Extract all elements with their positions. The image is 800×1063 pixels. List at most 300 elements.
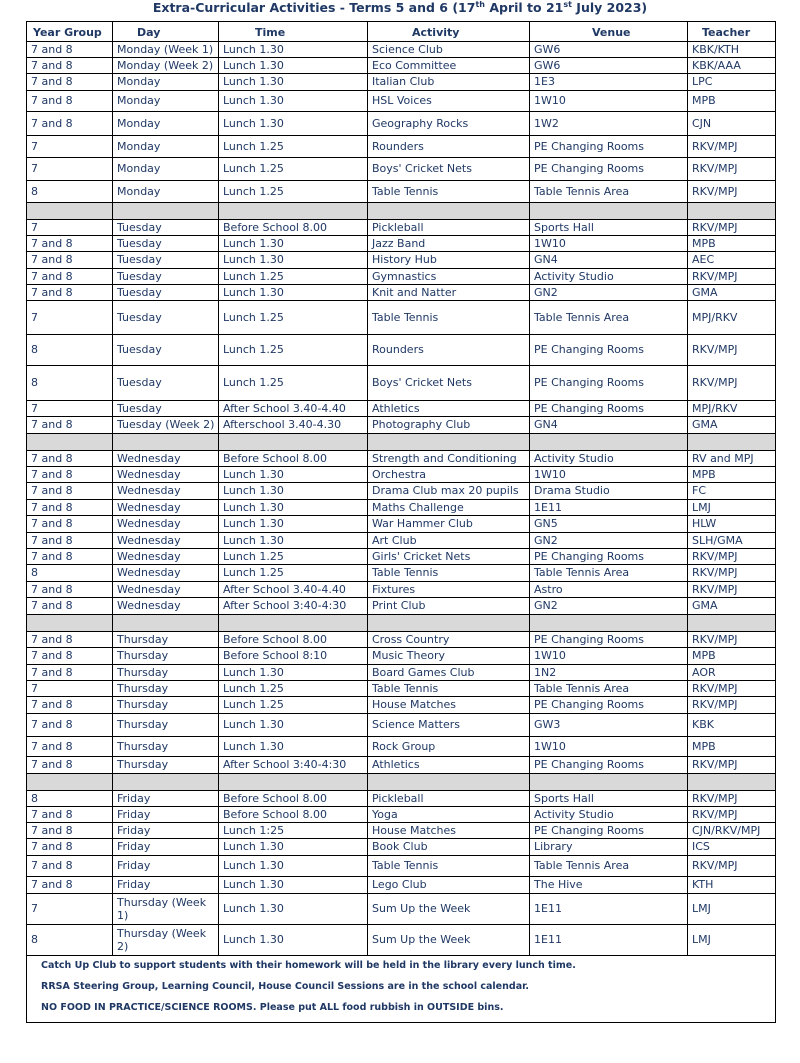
cell-time: Before School 8.00 <box>219 451 368 467</box>
cell-venue: Sports Hall <box>530 220 688 236</box>
cell-teacher: RV and MPJ <box>688 451 776 467</box>
cell-venue: Drama Studio <box>530 483 688 500</box>
cell-venue: GN2 <box>530 285 688 301</box>
cell-time: Afterschool 3.40-4.30 <box>219 417 368 434</box>
column-header-day: Day <box>113 22 219 42</box>
cell-activity: Pickleball <box>368 791 530 807</box>
cell-time: Lunch 1.30 <box>219 533 368 549</box>
cell-time: Lunch 1.30 <box>219 91 368 112</box>
cell-teacher: FC <box>688 483 776 500</box>
cell-time: Lunch 1.30 <box>219 74 368 91</box>
cell-day: Friday <box>113 807 219 823</box>
separator-cell <box>368 434 530 451</box>
cell-day: Wednesday <box>113 565 219 582</box>
table-header-row <box>27 22 776 42</box>
cell-time: Lunch 1.30 <box>219 42 368 58</box>
table-row <box>27 335 776 366</box>
cell-year-group: 8 <box>27 181 113 203</box>
cell-activity: Fixtures <box>368 582 530 598</box>
cell-year-group: 7 and 8 <box>27 58 113 74</box>
cell-activity: Book Club <box>368 839 530 856</box>
table-row <box>27 500 776 516</box>
cell-day: Thursday <box>113 648 219 665</box>
cell-activity: Eco Committee <box>368 58 530 74</box>
cell-venue: 1E11 <box>530 925 688 956</box>
cell-year-group: 7 <box>27 136 113 158</box>
table-row <box>27 737 776 757</box>
cell-teacher: RKV/MPJ <box>688 632 776 648</box>
table-body <box>27 42 776 1023</box>
cell-year-group: 7 and 8 <box>27 714 113 737</box>
cell-activity: Gymnastics <box>368 269 530 285</box>
cell-day: Tuesday <box>113 236 219 252</box>
separator-cell <box>219 203 368 220</box>
cell-time: After School 3:40-4:30 <box>219 598 368 615</box>
cell-day: Thursday <box>113 737 219 757</box>
cell-teacher: KBK <box>688 714 776 737</box>
cell-activity: Jazz Band <box>368 236 530 252</box>
cell-year-group: 8 <box>27 791 113 807</box>
table-row <box>27 417 776 434</box>
separator-row <box>27 774 776 791</box>
cell-time: Lunch 1.30 <box>219 252 368 269</box>
table-row <box>27 549 776 565</box>
cell-activity: Lego Club <box>368 877 530 894</box>
cell-activity: Photography Club <box>368 417 530 434</box>
cell-teacher: RKV/MPJ <box>688 582 776 598</box>
cell-time: Lunch 1.30 <box>219 665 368 681</box>
separator-cell <box>530 615 688 632</box>
table-row <box>27 401 776 417</box>
table-row <box>27 58 776 74</box>
cell-time: Before School 8.00 <box>219 807 368 823</box>
separator-cell <box>368 774 530 791</box>
cell-day: Tuesday <box>113 252 219 269</box>
cell-venue: 1W10 <box>530 467 688 483</box>
cell-time: Lunch 1.30 <box>219 58 368 74</box>
cell-venue: 1E11 <box>530 500 688 516</box>
notes-cell <box>27 956 776 1023</box>
cell-venue: GN5 <box>530 516 688 533</box>
cell-venue: 1W10 <box>530 737 688 757</box>
cell-teacher: SLH/GMA <box>688 533 776 549</box>
cell-day: Friday <box>113 856 219 877</box>
cell-teacher: RKV/MPJ <box>688 565 776 582</box>
separator-cell <box>530 434 688 451</box>
cell-venue: Sports Hall <box>530 791 688 807</box>
cell-day: Monday <box>113 136 219 158</box>
cell-day: Tuesday <box>113 285 219 301</box>
cell-venue: PE Changing Rooms <box>530 401 688 417</box>
cell-day: Wednesday <box>113 451 219 467</box>
table-row <box>27 285 776 301</box>
table-row <box>27 136 776 158</box>
cell-teacher: AOR <box>688 665 776 681</box>
separator-cell <box>113 434 219 451</box>
cell-year-group: 7 <box>27 681 113 697</box>
cell-day: Tuesday <box>113 220 219 236</box>
table-row <box>27 483 776 500</box>
cell-teacher: MPB <box>688 91 776 112</box>
cell-teacher: LMJ <box>688 925 776 956</box>
separator-cell <box>27 203 113 220</box>
cell-time: Lunch 1.30 <box>219 112 368 136</box>
cell-year-group: 7 and 8 <box>27 632 113 648</box>
cell-teacher: MPB <box>688 236 776 252</box>
cell-venue: PE Changing Rooms <box>530 549 688 565</box>
cell-day: Monday (Week 2) <box>113 58 219 74</box>
cell-venue: PE Changing Rooms <box>530 757 688 774</box>
separator-cell <box>219 774 368 791</box>
table-row <box>27 533 776 549</box>
cell-year-group: 7 and 8 <box>27 582 113 598</box>
table-row <box>27 714 776 737</box>
table-row <box>27 757 776 774</box>
cell-time: Lunch 1.30 <box>219 856 368 877</box>
cell-time: Lunch 1.30 <box>219 516 368 533</box>
cell-teacher: RKV/MPJ <box>688 136 776 158</box>
cell-venue: PE Changing Rooms <box>530 823 688 839</box>
separator-cell <box>688 203 776 220</box>
cell-year-group: 7 and 8 <box>27 236 113 252</box>
note-line: RRSA Steering Group, Learning Council, House Council Sessions are in the school calendar. <box>41 981 530 992</box>
cell-day: Friday <box>113 877 219 894</box>
cell-time: Before School 8.00 <box>219 791 368 807</box>
table-row <box>27 598 776 615</box>
cell-year-group: 8 <box>27 925 113 956</box>
separator-row <box>27 203 776 220</box>
cell-activity: Italian Club <box>368 74 530 91</box>
cell-day: Thursday (Week 1) <box>113 894 219 925</box>
cell-activity: Athletics <box>368 401 530 417</box>
note-line: NO FOOD IN PRACTICE/SCIENCE ROOMS. Please put ALL food rubbish in OUTSIDE bins. <box>41 1002 504 1013</box>
cell-day: Tuesday <box>113 269 219 285</box>
cell-venue: GN4 <box>530 252 688 269</box>
note-line: Catch Up Club to support students with their homework will be held in the library every lunch time. <box>41 960 576 971</box>
separator-cell <box>27 774 113 791</box>
cell-time: Lunch 1.30 <box>219 285 368 301</box>
cell-year-group: 7 and 8 <box>27 483 113 500</box>
cell-day: Wednesday <box>113 467 219 483</box>
separator-cell <box>368 203 530 220</box>
table-row <box>27 366 776 401</box>
cell-teacher: MPB <box>688 648 776 665</box>
cell-year-group: 7 and 8 <box>27 451 113 467</box>
cell-activity: History Hub <box>368 252 530 269</box>
cell-activity: Table Tennis <box>368 181 530 203</box>
cell-teacher: ICS <box>688 839 776 856</box>
cell-venue: Table Tennis Area <box>530 681 688 697</box>
cell-venue: GN2 <box>530 598 688 615</box>
cell-year-group: 7 and 8 <box>27 665 113 681</box>
cell-year-group: 8 <box>27 565 113 582</box>
cell-year-group: 7 <box>27 220 113 236</box>
table-row <box>27 791 776 807</box>
cell-day: Thursday <box>113 714 219 737</box>
cell-activity: Maths Challenge <box>368 500 530 516</box>
cell-day: Tuesday <box>113 335 219 366</box>
cell-venue: 1E3 <box>530 74 688 91</box>
cell-activity: Boys' Cricket Nets <box>368 158 530 181</box>
table-row <box>27 181 776 203</box>
table-row <box>27 894 776 925</box>
cell-teacher: MPB <box>688 737 776 757</box>
cell-venue: The Hive <box>530 877 688 894</box>
cell-year-group: 7 and 8 <box>27 285 113 301</box>
column-header-year-group: Year Group <box>27 22 113 42</box>
cell-year-group: 8 <box>27 366 113 401</box>
cell-year-group: 7 and 8 <box>27 648 113 665</box>
separator-cell <box>113 203 219 220</box>
cell-teacher: RKV/MPJ <box>688 366 776 401</box>
cell-activity: Science Club <box>368 42 530 58</box>
cell-teacher: GMA <box>688 285 776 301</box>
cell-day: Friday <box>113 791 219 807</box>
cell-activity: Geography Rocks <box>368 112 530 136</box>
cell-year-group: 7 and 8 <box>27 91 113 112</box>
cell-venue: Table Tennis Area <box>530 856 688 877</box>
cell-day: Thursday <box>113 757 219 774</box>
cell-activity: House Matches <box>368 823 530 839</box>
cell-day: Thursday <box>113 632 219 648</box>
cell-venue: Table Tennis Area <box>530 181 688 203</box>
cell-activity: Orchestra <box>368 467 530 483</box>
cell-day: Tuesday <box>113 301 219 335</box>
cell-year-group: 7 and 8 <box>27 467 113 483</box>
cell-year-group: 8 <box>27 335 113 366</box>
notes-row <box>27 956 776 1023</box>
cell-time: Lunch 1.25 <box>219 565 368 582</box>
separator-cell <box>113 774 219 791</box>
cell-time: Lunch 1.30 <box>219 894 368 925</box>
cell-activity: Music Theory <box>368 648 530 665</box>
cell-venue: 1N2 <box>530 665 688 681</box>
separator-cell <box>219 434 368 451</box>
table-row <box>27 516 776 533</box>
cell-year-group: 7 <box>27 894 113 925</box>
activities-table <box>26 21 776 1023</box>
table-row <box>27 632 776 648</box>
cell-day: Monday (Week 1) <box>113 42 219 58</box>
column-header-activity: Activity <box>368 22 530 42</box>
cell-teacher: RKV/MPJ <box>688 681 776 697</box>
cell-teacher: AEC <box>688 252 776 269</box>
cell-activity: Rock Group <box>368 737 530 757</box>
cell-activity: War Hammer Club <box>368 516 530 533</box>
cell-time: Lunch 1.25 <box>219 158 368 181</box>
cell-activity: Rounders <box>368 136 530 158</box>
cell-activity: Cross Country <box>368 632 530 648</box>
cell-time: Lunch 1.30 <box>219 877 368 894</box>
cell-time: Lunch 1.25 <box>219 269 368 285</box>
cell-teacher: RKV/MPJ <box>688 791 776 807</box>
cell-year-group: 7 and 8 <box>27 252 113 269</box>
cell-time: Lunch 1.30 <box>219 483 368 500</box>
cell-activity: Table Tennis <box>368 301 530 335</box>
cell-year-group: 7 and 8 <box>27 549 113 565</box>
separator-cell <box>530 774 688 791</box>
cell-day: Tuesday <box>113 401 219 417</box>
cell-teacher: MPJ/RKV <box>688 401 776 417</box>
cell-time: After School 3.40-4.40 <box>219 401 368 417</box>
cell-teacher: MPJ/RKV <box>688 301 776 335</box>
cell-time: Lunch 1.25 <box>219 301 368 335</box>
separator-cell <box>219 615 368 632</box>
cell-day: Thursday <box>113 681 219 697</box>
cell-year-group: 7 <box>27 301 113 335</box>
table-row <box>27 451 776 467</box>
separator-cell <box>688 434 776 451</box>
table-row <box>27 236 776 252</box>
table-row <box>27 252 776 269</box>
cell-time: Lunch 1.30 <box>219 714 368 737</box>
cell-day: Wednesday <box>113 516 219 533</box>
cell-teacher: RKV/MPJ <box>688 757 776 774</box>
table-row <box>27 91 776 112</box>
cell-activity: Drama Club max 20 pupils <box>368 483 530 500</box>
cell-venue: Astro <box>530 582 688 598</box>
cell-teacher: CJN/RKV/MPJ <box>688 823 776 839</box>
cell-venue: PE Changing Rooms <box>530 632 688 648</box>
cell-teacher: CJN <box>688 112 776 136</box>
cell-teacher: RKV/MPJ <box>688 335 776 366</box>
cell-teacher: KTH <box>688 877 776 894</box>
cell-year-group: 7 and 8 <box>27 500 113 516</box>
cell-time: Lunch 1.30 <box>219 925 368 956</box>
cell-time: Lunch 1.25 <box>219 681 368 697</box>
cell-day: Friday <box>113 839 219 856</box>
cell-teacher: KBK/AAA <box>688 58 776 74</box>
table-row <box>27 877 776 894</box>
table-row <box>27 220 776 236</box>
cell-day: Thursday <box>113 697 219 714</box>
page-title: Extra-Curricular Activities - Terms 5 and 6 (17th April to 21st July 2023) <box>152 0 648 15</box>
cell-time: Lunch 1.25 <box>219 549 368 565</box>
cell-activity: Athletics <box>368 757 530 774</box>
cell-year-group: 7 and 8 <box>27 877 113 894</box>
table-row <box>27 112 776 136</box>
cell-year-group: 7 and 8 <box>27 856 113 877</box>
cell-activity: HSL Voices <box>368 91 530 112</box>
separator-cell <box>27 434 113 451</box>
table-row <box>27 269 776 285</box>
cell-teacher: RKV/MPJ <box>688 269 776 285</box>
separator-cell <box>368 615 530 632</box>
table-row <box>27 74 776 91</box>
cell-venue: Library <box>530 839 688 856</box>
cell-year-group: 7 and 8 <box>27 516 113 533</box>
cell-day: Wednesday <box>113 533 219 549</box>
cell-time: Before School 8:10 <box>219 648 368 665</box>
column-header-teacher: Teacher <box>688 22 776 42</box>
cell-teacher: RKV/MPJ <box>688 807 776 823</box>
cell-venue: GW6 <box>530 58 688 74</box>
cell-year-group: 7 <box>27 158 113 181</box>
cell-venue: PE Changing Rooms <box>530 697 688 714</box>
cell-teacher: RKV/MPJ <box>688 181 776 203</box>
table-row <box>27 681 776 697</box>
cell-year-group: 7 and 8 <box>27 839 113 856</box>
cell-time: Lunch 1.25 <box>219 697 368 714</box>
cell-activity: Girls' Cricket Nets <box>368 549 530 565</box>
cell-time: Lunch 1.30 <box>219 236 368 252</box>
cell-teacher: GMA <box>688 417 776 434</box>
cell-day: Tuesday <box>113 366 219 401</box>
cell-activity: Yoga <box>368 807 530 823</box>
cell-venue: Table Tennis Area <box>530 565 688 582</box>
cell-activity: Board Games Club <box>368 665 530 681</box>
cell-activity: Table Tennis <box>368 856 530 877</box>
cell-activity: Art Club <box>368 533 530 549</box>
cell-day: Monday <box>113 74 219 91</box>
cell-venue: Activity Studio <box>530 451 688 467</box>
cell-time: Lunch 1.30 <box>219 467 368 483</box>
cell-venue: 1W10 <box>530 648 688 665</box>
cell-year-group: 7 and 8 <box>27 533 113 549</box>
table-row <box>27 925 776 956</box>
separator-cell <box>27 615 113 632</box>
cell-day: Wednesday <box>113 549 219 565</box>
cell-venue: 1W10 <box>530 91 688 112</box>
cell-venue: PE Changing Rooms <box>530 136 688 158</box>
column-header-venue: Venue <box>530 22 688 42</box>
table-row <box>27 839 776 856</box>
cell-year-group: 7 and 8 <box>27 112 113 136</box>
cell-time: Lunch 1.30 <box>219 737 368 757</box>
table-row <box>27 697 776 714</box>
cell-year-group: 7 <box>27 401 113 417</box>
cell-activity: Table Tennis <box>368 681 530 697</box>
cell-time: Lunch 1.30 <box>219 839 368 856</box>
cell-day: Monday <box>113 158 219 181</box>
cell-activity: Rounders <box>368 335 530 366</box>
table-row <box>27 823 776 839</box>
cell-day: Wednesday <box>113 582 219 598</box>
table-row <box>27 856 776 877</box>
separator-row <box>27 434 776 451</box>
cell-venue: Activity Studio <box>530 807 688 823</box>
cell-day: Wednesday <box>113 598 219 615</box>
column-header-time: Time <box>219 22 368 42</box>
table-row <box>27 648 776 665</box>
cell-venue: Table Tennis Area <box>530 301 688 335</box>
table-row <box>27 158 776 181</box>
cell-time: Lunch 1.30 <box>219 500 368 516</box>
cell-day: Monday <box>113 91 219 112</box>
cell-year-group: 7 and 8 <box>27 598 113 615</box>
cell-venue: Activity Studio <box>530 269 688 285</box>
cell-time: Lunch 1.25 <box>219 136 368 158</box>
separator-cell <box>113 615 219 632</box>
cell-venue: GN2 <box>530 533 688 549</box>
table-row <box>27 565 776 582</box>
cell-day: Wednesday <box>113 483 219 500</box>
cell-activity: Boys' Cricket Nets <box>368 366 530 401</box>
cell-time: Lunch 1.25 <box>219 335 368 366</box>
cell-teacher: RKV/MPJ <box>688 697 776 714</box>
table-row <box>27 301 776 335</box>
cell-day: Thursday <box>113 665 219 681</box>
table-row <box>27 467 776 483</box>
cell-venue: PE Changing Rooms <box>530 158 688 181</box>
cell-year-group: 7 and 8 <box>27 417 113 434</box>
cell-activity: Sum Up the Week <box>368 894 530 925</box>
cell-day: Wednesday <box>113 500 219 516</box>
cell-activity: Print Club <box>368 598 530 615</box>
cell-venue: PE Changing Rooms <box>530 366 688 401</box>
separator-cell <box>688 774 776 791</box>
cell-time: Lunch 1.25 <box>219 366 368 401</box>
